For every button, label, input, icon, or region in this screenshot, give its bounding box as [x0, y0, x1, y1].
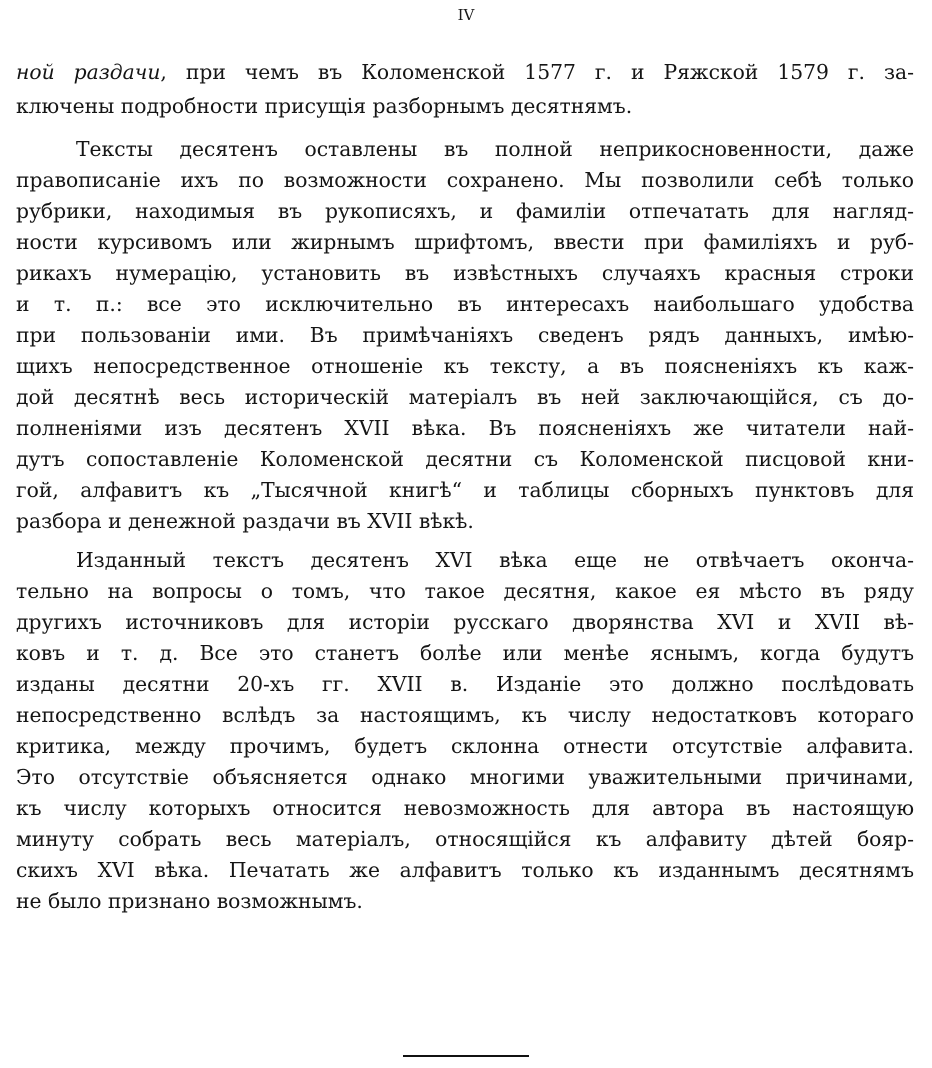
text-line: скихъ XVI вѣка. Печатать же алфавитъ только къ изданнымъ десятнямъ — [16, 858, 914, 882]
text-line: къ числу которыхъ относится невозможность для автора въ настоящую — [16, 796, 914, 820]
text-line: непосредственно вслѣдъ за настоящимъ, къ числу недостатковъ котораго — [16, 703, 914, 727]
text-line: другихъ источниковъ для исторіи русскаго дворянства XVI и XVII вѣ- — [16, 610, 914, 634]
text-line: щихъ непосредственное отношеніе къ тексту, а въ поясненіяхъ къ каж- — [16, 354, 914, 378]
text-line: ковъ и т. д. Все это станетъ болѣе или менѣе яснымъ, когда будутъ — [16, 641, 914, 665]
text-line: гой, алфавитъ къ „Тысячной книгѣ“ и таблицы сборныхъ пунктовъ для — [16, 478, 914, 502]
text-line: разбора и денежной раздачи въ XVII вѣкѣ. — [16, 509, 474, 533]
text-line: при пользованіи ими. Въ примѣчаніяхъ сведенъ рядъ данныхъ, имѣю- — [16, 323, 914, 347]
italic-phrase: ной раздачи — [16, 60, 161, 84]
text-line: тельно на вопросы о томъ, что такое десятня, какое ея мѣсто въ ряду — [16, 579, 914, 603]
text-line: Это отсутствіе объясняется однако многими уважительными причинами, — [16, 765, 914, 789]
page-number: IV — [457, 6, 475, 24]
text-line: не было признано возможнымъ. — [16, 889, 363, 913]
text-line: минуту собрать весь матеріалъ, относящійся къ алфавиту дѣтей бояр- — [16, 827, 914, 851]
text-line: дутъ сопоставленіе Коломенской десятни съ Коломенской писцовой кни- — [16, 447, 914, 471]
text-line: и т. п.: все это исключительно въ интересахъ наибольшаго удобства — [16, 292, 914, 316]
text-line: рикахъ нумерацію, установить въ извѣстныхъ случаяхъ красныя строки — [16, 261, 914, 285]
text-line: полненіями изъ десятенъ XVII вѣка. Въ поясненіяхъ же читатели най- — [16, 416, 914, 440]
paragraph-first-line: Изданный текстъ десятенъ XVI вѣка еще не отвѣчаетъ оконча- — [76, 548, 914, 572]
text-line: дой десятнѣ весь историческій матеріалъ въ ней заключающійся, съ до- — [16, 385, 914, 409]
text-line: рубрики, находимыя въ рукописяхъ, и фамиліи отпечатать для нагляд- — [16, 199, 914, 223]
closing-rule — [403, 1055, 529, 1057]
text-line: ной раздачи, при чемъ въ Коломенской 1577 г. и Ряжской 1579 г. за- — [16, 60, 914, 84]
paragraph-first-line: Тексты десятенъ оставлены въ полной неприкосновенности, даже — [76, 137, 914, 161]
text-line: правописаніе ихъ по возможности сохранено. Мы позволили себѣ только — [16, 168, 914, 192]
text-line: изданы десятни 20-хъ гг. XVII в. Изданіе это должно послѣдовать — [16, 672, 914, 696]
text-line: критика, между прочимъ, будетъ склонна отнести отсутствіе алфавита. — [16, 734, 914, 758]
text-line: ности курсивомъ или жирнымъ шрифтомъ, ввести при фамиліяхъ и руб- — [16, 230, 914, 254]
text-line: ключены подробности присущія разборнымъ десятнямъ. — [16, 94, 633, 118]
